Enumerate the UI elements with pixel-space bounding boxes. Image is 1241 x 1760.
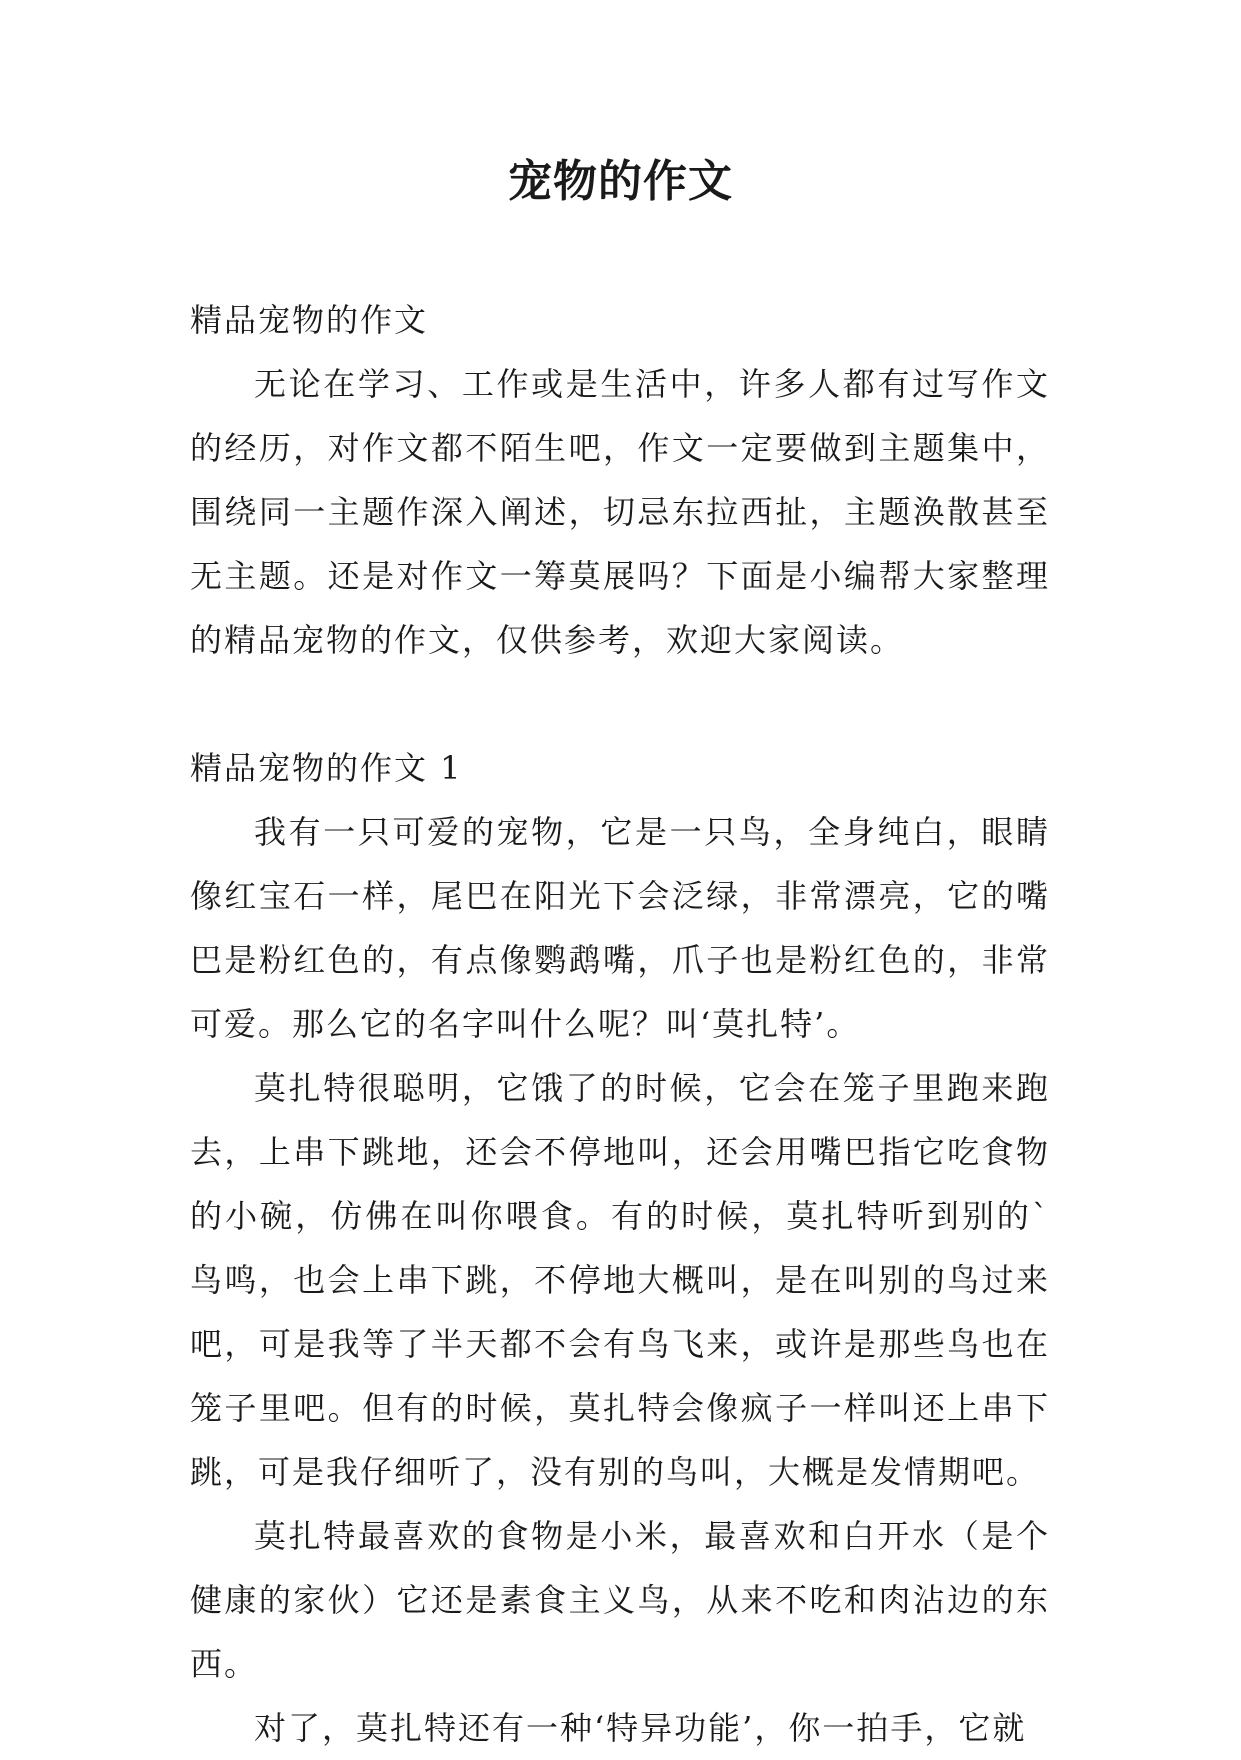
section-heading: 精品宠物的作文 1	[190, 749, 463, 787]
body-paragraph: 对了，莫扎特还有一种‘特异功能’，你一拍手，它就	[254, 1709, 1027, 1747]
body-paragraph: 莫扎特很聪明，它饿了的时候，它会在笼子里跑来跑去，上串下跳地，还会不停地叫，还会用嘴巴指它吃食物的小碗，仿佛在叫你喂食。有的时候，莫扎特听到别的`鸟鸣，也会上串下跳，不停地大概叫，是在叫别的鸟过来吧，可是我等了半天都不会有鸟飞来，或许是那些鸟也在笼子里吧。但有的时候，莫扎特会像疯子一样叫还上串下跳，可是我仔细听了，没有别的鸟叫，大概是发情期吧。	[190, 1069, 1050, 1491]
document-body	[190, 288, 1050, 1760]
intro-paragraph: 无论在学习、工作或是生活中，许多人都有过写作文的经历，对作文都不陌生吧，作文一定要做到主题集中，围绕同一主题作深入阐述，切忌东拉西扯，主题涣散甚至无主题。还是对作文一筹莫展吗？下面是小编帮大家整理的精品宠物的作文，仅供参考，欢迎大家阅读。	[190, 365, 1050, 659]
body-paragraph: 我有一只可爱的宠物，它是一只鸟，全身纯白，眼睛像红宝石一样，尾巴在阳光下会泛绿，非常漂亮，它的嘴巴是粉红色的，有点像鹦鹉嘴，爪子也是粉红色的，非常可爱。那么它的名字叫什么呢？叫‘莫扎特’。	[190, 813, 1050, 1043]
section-spacer	[190, 672, 1050, 736]
intro-heading: 精品宠物的作文	[190, 301, 429, 339]
document-title: 宠物的作文	[508, 156, 733, 207]
body-paragraph: 莫扎特最喜欢的食物是小米，最喜欢和白开水（是个健康的家伙）它还是素食主义鸟，从来不吃和肉沾边的东西。	[190, 1517, 1050, 1683]
